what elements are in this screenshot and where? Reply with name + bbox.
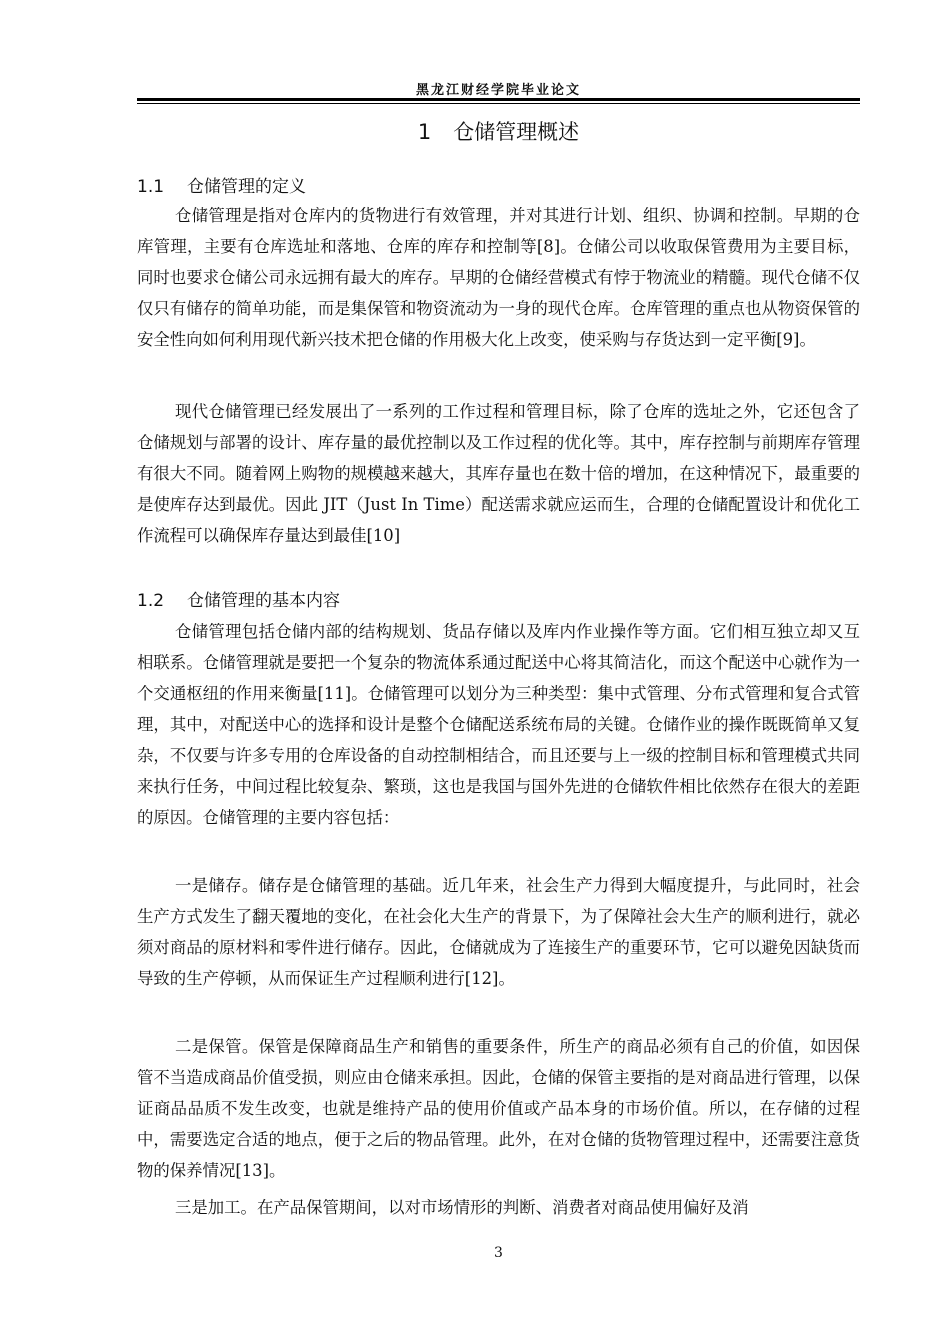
header-rule-thin (137, 103, 860, 104)
paragraph-basic-content: 仓储管理包括仓储内部的结构规划、货品存储以及库内作业操作等方面。它们相互独立却又互相联系。仓储管理就是要把一个复杂的物流体系通过配送中心将其简洁化，而这个配送中心就作为一个交通枢纽的作用来衡量[11]。仓储管理可以划分为三种类型：集中式管理、分布式管理和复合式管理，其中，对配送中心的选择和设计是整个仓储配送系统布局的关键。仓储作业的操作既既简单又复杂，不仅要与许多专用的仓库设备的自动控制相结合，而且还要与上一级的控制目标和管理模式共同来执行任务，中间过程比较复杂、繁琐，这也是我国与国外先进的仓储软件相比依然存在很大的差距的原因。仓储管理的主要内容包括： (137, 622, 860, 827)
header-rule-thick (137, 98, 860, 101)
paragraph-storage: 一是储存。储存是仓储管理的基础。近几年来，社会生产力得到大幅度提升，与此同时，社会生产方式发生了翻天覆地的变化，在社会化大生产的背景下，为了保障社会大生产的顺利进行，就必须对商品的原材料和零件进行储存。因此，仓储就成为了连接生产的重要环节，它可以避免因缺货而导致的生产停顿，从而保证生产过程顺利进行[12]。 (137, 876, 860, 988)
section-heading-1-2 (137, 586, 860, 611)
running-header: 黑龙江财经学院毕业论文 (415, 83, 581, 98)
paragraph-processing: 三是加工。在产品保管期间，以对市场情形的判断、消费者对商品使用偏好及消 (175, 1198, 749, 1217)
section-title: 仓储管理的定义 (187, 177, 306, 197)
paragraph-definition: 仓储管理是指对仓库内的货物进行有效管理，并对其进行计划、组织、协调和控制。早期的仓库管理，主要有仓库选址和落地、仓库的库存和控制等[8]。仓储公司以收取保管费用为主要目标，同时也要求仓储公司永远拥有最大的库存。早期的仓储经营模式有悖于物流业的精髓。现代仓储不仅仅只有储存的简单功能，而是集保管和物资流动为一身的现代仓库。仓库管理的重点也从物资保管的安全性向如何利用现代新兴技术把仓储的作用极大化上改变，使采购与存货达到一定平衡[9]。 (137, 206, 860, 349)
chapter-number: 1 (417, 120, 432, 144)
paragraph-modern-storage: 现代仓储管理已经发展出了一系列的工作过程和管理目标，除了仓库的选址之外，它还包含了仓储规划与部署的设计、库存量的最优控制以及工作过程的优化等。其中，库存控制与前期库存管理有很大不同。随着网上购物的规模越来越大，其库存量也在数十倍的增加，在这种情况下，最重要的是使库存达到最优。因此 JIT（Just In Time）配送需求就应运而生，合理的仓储配置设计和优化工作流程可以确保库存量达到最佳[10] (137, 402, 860, 545)
chapter-title (137, 116, 860, 146)
section-number: 1.2 (137, 591, 165, 611)
section-heading-1-1 (137, 172, 860, 197)
chapter-title-text: 仓储管理概述 (453, 120, 580, 144)
paragraph-custody: 二是保管。保管是保障商品生产和销售的重要条件，所生产的商品必须有自己的价值，如因保管不当造成商品价值受损，则应由仓储来承担。因此，仓储的保管主要指的是对商品进行管理，以保证商品品质不发生改变，也就是维持产品的使用价值或产品本身的市场价值。所以，在存储的过程中，需要选定合适的地点，便于之后的物品管理。此外，在对仓储的货物管理过程中，还需要注意货物的保养情况[13]。 (137, 1037, 860, 1180)
section-title: 仓储管理的基本内容 (187, 591, 340, 611)
page-number: 3 (494, 1245, 503, 1261)
section-number: 1.1 (137, 177, 165, 197)
